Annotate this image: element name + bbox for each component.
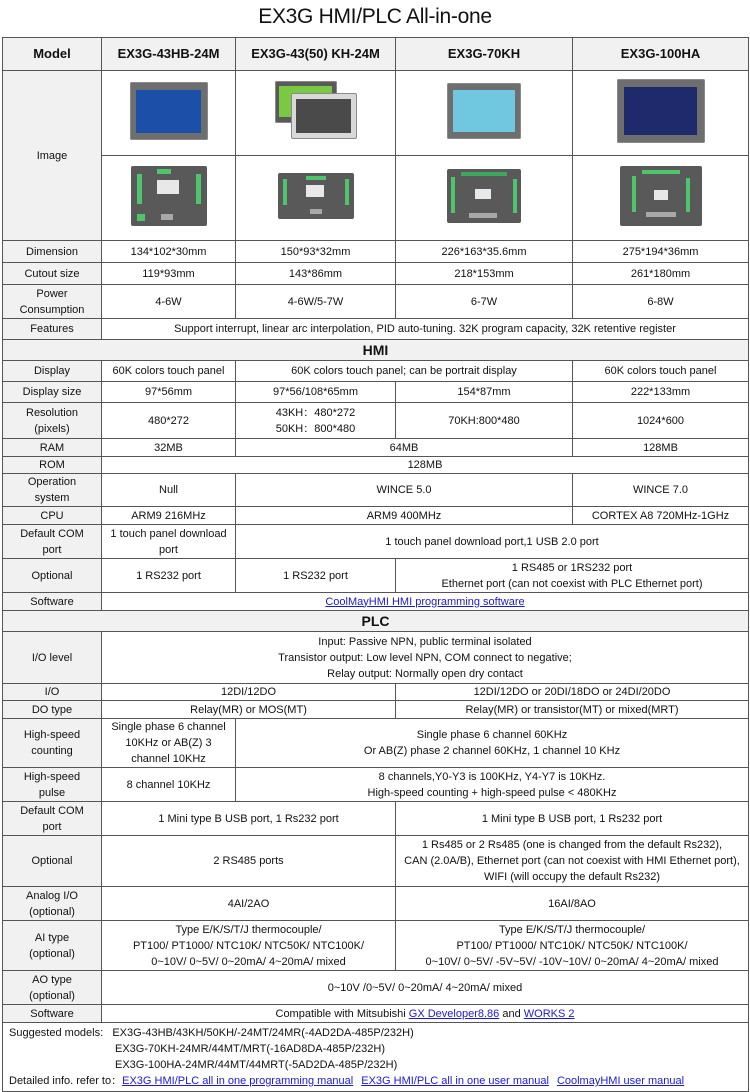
hmi-optional-value: 1 RS232 port: [102, 559, 236, 593]
dimension-value: 275*194*36mm: [573, 241, 749, 263]
dimension-value: 226*163*35.6mm: [396, 241, 573, 263]
cutout-value: 218*153mm: [396, 263, 573, 285]
plc-optional-row: [3, 836, 749, 887]
hmi-70kh-back-image: [447, 169, 521, 223]
plc-optional-label: Optional: [3, 836, 102, 887]
image-row-back: [3, 156, 749, 241]
ai-type-value: Type E/K/S/T/J thermocouple/ PT100/ PT1000/ NTC10K/ NTC50K/ NTC100K/ 0~10V/ 0~5V/ -5V~5V/ -10V~10V/ 0~20mA/ 4~20mA/ mixed: [396, 921, 749, 971]
resolution-value: 480*272: [102, 403, 236, 439]
power-value: 6-7W: [396, 285, 573, 319]
resolution-value: 1024*600: [573, 403, 749, 439]
do-type-label: DO type: [3, 701, 102, 719]
hmi-section-header: [3, 340, 749, 361]
display-size-row: [3, 382, 749, 403]
dimension-row: [3, 241, 749, 263]
hmi-43hb-back-image: [131, 166, 207, 226]
io-level-value: Input: Passive NPN, public terminal isolated Transistor output: Low level NPN, COM connect to negative; Relay output: Normally open dry contact: [102, 632, 749, 684]
os-value: Null: [102, 474, 236, 507]
image-cell: [396, 71, 573, 156]
suggested-model: EX3G-70KH-24MR/44MT/MRT(-16AD8DA-485P/232H): [115, 1043, 385, 1055]
display-size-value: 154*87mm: [396, 382, 573, 403]
display-row: [3, 361, 749, 382]
coolmayhmi-user-manual-link[interactable]: CoolmayHMI user manual: [556, 1075, 685, 1087]
hmi-software-cell: [102, 593, 749, 611]
works2-link[interactable]: WORKS 2: [523, 1007, 575, 1020]
ram-value: 32MB: [102, 439, 236, 457]
image-cell: [573, 71, 749, 156]
detailed-info-label: Detailed info. refer to：: [9, 1075, 123, 1087]
resolution-value: 70KH:800*480: [396, 403, 573, 439]
detailed-info-line: [9, 1073, 742, 1089]
image-cell: [396, 156, 573, 241]
display-size-value: 97*56mm: [102, 382, 236, 403]
cpu-value: CORTEX A8 720MHz-1GHz: [573, 507, 749, 525]
features-value: Support interrupt, linear arc interpolation, PID auto-tuning. 32K program capacity, 32K retentive register: [102, 319, 749, 340]
cutout-value: 261*180mm: [573, 263, 749, 285]
io-label: I/O: [3, 684, 102, 701]
os-row: [3, 474, 749, 507]
hmi-optional-value: 1 RS232 port: [236, 559, 396, 593]
hmi-software-row: [3, 593, 749, 611]
hmi-default-com-value: 1 touch panel download port: [102, 525, 236, 559]
plc-software-label: Software: [3, 1005, 102, 1023]
image-cell: [573, 156, 749, 241]
do-type-value: Relay(MR) or transistor(MT) or mixed(MRT): [396, 701, 749, 719]
spec-table: [2, 37, 749, 1092]
hmi-43-50kh-front-image: [275, 81, 357, 141]
plc-default-com-value: 1 Mini type B USB port, 1 Rs232 port: [396, 802, 749, 836]
cpu-value: ARM9 216MHz: [102, 507, 236, 525]
footer-cell: [3, 1023, 749, 1092]
suggested-model: EX3G-43HB/43KH/50KH/-24MT/24MR(-4AD2DA-485P/232H): [112, 1027, 414, 1039]
ram-value: 128MB: [573, 439, 749, 457]
rom-label: ROM: [3, 457, 102, 474]
hmi-100ha-front-image: [617, 79, 705, 143]
model-43hb: EX3G-43HB-24M: [102, 38, 236, 71]
footer-row: [3, 1023, 749, 1092]
ram-value: 64MB: [236, 439, 573, 457]
hs-pulse-label: High-speed pulse: [3, 768, 102, 802]
gx-developer-link[interactable]: GX Developer8.86: [408, 1007, 500, 1020]
suggested-models-line: [9, 1025, 742, 1041]
hmi-optional-label: Optional: [3, 559, 102, 593]
user-manual-link[interactable]: EX3G HMI/PLC all in one user manual: [361, 1075, 549, 1087]
hmi-default-com-value: 1 touch panel download port,1 USB 2.0 port: [236, 525, 749, 559]
features-row: [3, 319, 749, 340]
power-value: 6-8W: [573, 285, 749, 319]
display-size-label: Display size: [3, 382, 102, 403]
plc-optional-value: 2 RS485 ports: [102, 836, 396, 887]
io-level-row: [3, 632, 749, 684]
model-100ha: EX3G-100HA: [573, 38, 749, 71]
analog-io-label: Analog I/O (optional): [3, 887, 102, 921]
hmi-100ha-back-image: [620, 166, 702, 226]
hmi-default-com-label: Default COM port: [3, 525, 102, 559]
cpu-label: CPU: [3, 507, 102, 525]
os-value: WINCE 5.0: [236, 474, 573, 507]
dimension-value: 134*102*30mm: [102, 241, 236, 263]
image-cell: [102, 71, 236, 156]
suggested-models-label: Suggested models:: [9, 1027, 104, 1039]
io-row: [3, 684, 749, 701]
display-size-value: 222*133mm: [573, 382, 749, 403]
cpu-row: [3, 507, 749, 525]
coolmayhmi-software-link[interactable]: CoolMayHMI HMI programming software: [325, 595, 525, 608]
display-value: 60K colors touch panel; can be portrait display: [236, 361, 573, 382]
hmi-default-com-row: [3, 525, 749, 559]
cutout-label: Cutout size: [3, 263, 102, 285]
plc-software-row: [3, 1005, 749, 1023]
image-cell: [102, 156, 236, 241]
hs-pulse-value: 8 channel 10KHz: [102, 768, 236, 802]
hs-pulse-row: [3, 768, 749, 802]
resolution-label: Resolution (pixels): [3, 403, 102, 439]
plc-default-com-label: Default COM port: [3, 802, 102, 836]
plc-software-cell: Compatible with Mitsubishi GX Developer8.86 and WORKS 2: [102, 1005, 749, 1023]
plc-section-header: [3, 611, 749, 632]
do-type-row: [3, 701, 749, 719]
hmi-optional-row: [3, 559, 749, 593]
hs-counting-row: [3, 719, 749, 768]
rom-value: 128MB: [102, 457, 749, 474]
plc-default-com-value: 1 Mini type B USB port, 1 Rs232 port: [102, 802, 396, 836]
os-label: Operation system: [3, 474, 102, 507]
io-value: 12DI/12DO or 20DI/18DO or 24DI/20DO: [396, 684, 749, 701]
power-row: [3, 285, 749, 319]
hmi-70kh-front-image: [447, 83, 521, 139]
ai-type-label: AI type (optional): [3, 921, 102, 971]
programming-manual-link[interactable]: EX3G HMI/PLC all in one programming manual: [122, 1075, 354, 1087]
hs-pulse-value: 8 channels,Y0-Y3 is 100KHz, Y4-Y7 is 10KHz. High-speed counting + high-speed pulse < 480KHz: [236, 768, 749, 802]
ai-type-row: [3, 921, 749, 971]
image-cell: [236, 156, 396, 241]
power-value: 4-6W: [102, 285, 236, 319]
cutout-row: [3, 263, 749, 285]
ao-type-row: [3, 971, 749, 1005]
plc-default-com-row: [3, 802, 749, 836]
resolution-value: 43KH：480*272 50KH：800*480: [236, 403, 396, 439]
io-level-label: I/O level: [3, 632, 102, 684]
image-cell: [236, 71, 396, 156]
analog-io-value: 4AI/2AO: [102, 887, 396, 921]
hmi-section-title: HMI: [3, 340, 749, 361]
power-label: Power Consumption: [3, 285, 102, 319]
analog-io-value: 16AI/8AO: [396, 887, 749, 921]
hs-counting-value: Single phase 6 channel 60KHz Or AB(Z) phase 2 channel 60KHz, 1 channel 10 KHz: [236, 719, 749, 768]
io-value: 12DI/12DO: [102, 684, 396, 701]
cutout-value: 143*86mm: [236, 263, 396, 285]
rom-row: [3, 457, 749, 474]
ai-type-value: Type E/K/S/T/J thermocouple/ PT100/ PT1000/ NTC10K/ NTC50K/ NTC100K/ 0~10V/ 0~5V/ 0~20mA/ 4~20mA/ mixed: [102, 921, 396, 971]
model-label: Model: [3, 38, 102, 71]
hs-counting-value: Single phase 6 channel 10KHz or AB(Z) 3 channel 10KHz: [102, 719, 236, 768]
plc-optional-value: 1 Rs485 or 2 Rs485 (one is changed from the default Rs232), CAN (2.0A/B), Ethernet port (can not coexist with HMI Ethernet port), WIFI (will occupy the default Rs232): [396, 836, 749, 887]
display-label: Display: [3, 361, 102, 382]
header-row: [3, 38, 749, 71]
display-value: 60K colors touch panel: [102, 361, 236, 382]
page-title: EX3G HMI/PLC All-in-one: [258, 5, 492, 28]
cutout-value: 119*93mm: [102, 263, 236, 285]
ram-label: RAM: [3, 439, 102, 457]
power-value: 4-6W/5-7W: [236, 285, 396, 319]
hmi-software-label: Software: [3, 593, 102, 611]
ram-row: [3, 439, 749, 457]
do-type-value: Relay(MR) or MOS(MT): [102, 701, 396, 719]
image-row-front: [3, 71, 749, 156]
hmi-43hb-front-image: [130, 82, 208, 140]
features-label: Features: [3, 319, 102, 340]
resolution-row: [3, 403, 749, 439]
display-size-value: 97*56/108*65mm: [236, 382, 396, 403]
hs-counting-label: High-speed counting: [3, 719, 102, 768]
dimension-value: 150*93*32mm: [236, 241, 396, 263]
analog-io-row: [3, 887, 749, 921]
plc-section-title: PLC: [3, 611, 749, 632]
image-label: Image: [3, 71, 102, 241]
os-value: WINCE 7.0: [573, 474, 749, 507]
model-43-50kh: EX3G-43(50) KH-24M: [236, 38, 396, 71]
ao-type-label: AO type (optional): [3, 971, 102, 1005]
hmi-optional-value: 1 RS485 or 1RS232 port Ethernet port (can not coexist with PLC Ethernet port): [396, 559, 749, 593]
dimension-label: Dimension: [3, 241, 102, 263]
ao-type-value: 0~10V /0~5V/ 0~20mA/ 4~20mA/ mixed: [102, 971, 749, 1005]
hmi-43-50kh-back-image: [278, 173, 354, 219]
cpu-value: ARM9 400MHz: [236, 507, 573, 525]
suggested-model: EX3G-100HA-24MR/44MT/44MRT(-5AD2DA-485P/232H): [115, 1059, 398, 1071]
display-value: 60K colors touch panel: [573, 361, 749, 382]
model-70kh: EX3G-70KH: [396, 38, 573, 71]
